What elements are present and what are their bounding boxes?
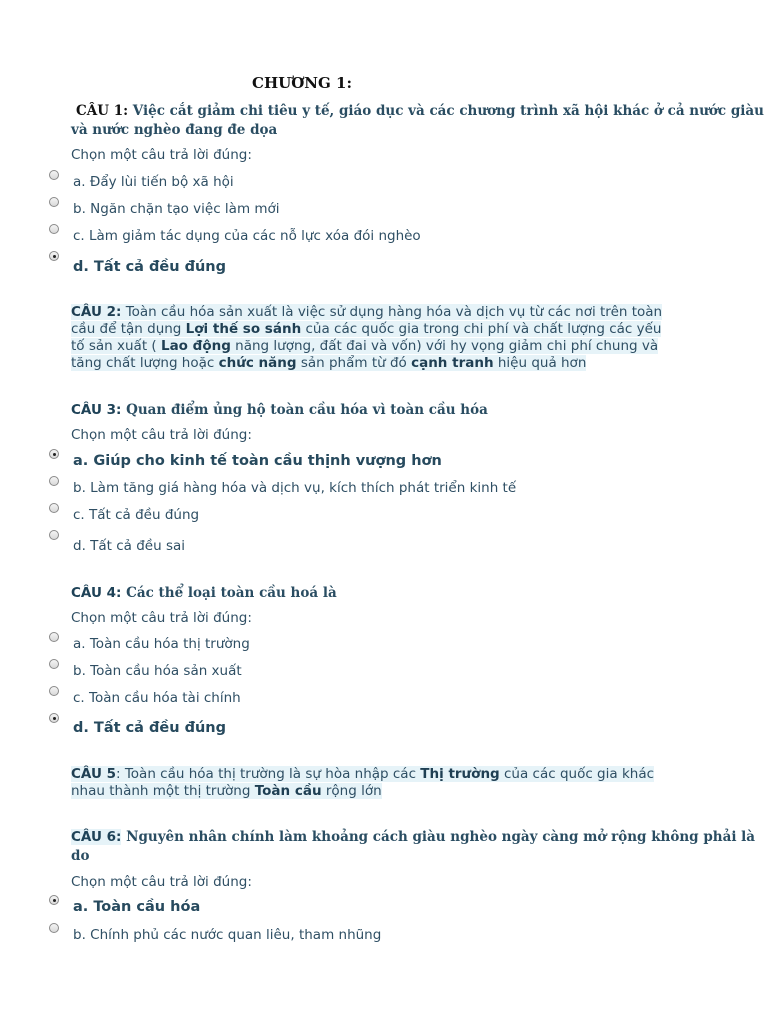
question-3-prompt: Chọn một câu trả lời đúng:	[71, 427, 252, 443]
q1-option-b: b. Ngăn chặn tạo việc làm mới	[73, 201, 280, 217]
q3-option-b: b. Làm tăng giá hàng hóa và dịch vụ, kích thích phát triển kinh tế	[73, 480, 517, 496]
q1-option-c-radio[interactable]	[49, 224, 59, 234]
answer-toan-cau: Toàn cầu	[254, 783, 322, 799]
q3-option-d: d. Tất cả đều sai	[73, 538, 186, 554]
q1-option-d: d. Tất cả đều đúng	[73, 259, 227, 275]
q6-option-b-radio[interactable]	[49, 923, 59, 933]
q1-option-c: c. Làm giảm tác dụng của các nỗ lực xóa đói nghèo	[73, 228, 421, 244]
chapter-title: CHƯƠNG 1:	[252, 74, 352, 92]
q4-option-a: a. Toàn cầu hóa thị trường	[73, 636, 250, 652]
question-2: CÂU 2: Toàn cầu hóa sản xuất là việc sử dụng hàng hóa và dịch vụ từ các nơi trên toàn cầu để tận dụng Lợi thế so sánh của các quốc gia trong chi phí và chất lượng các yếu tố sản xuất ( Lao động năng lượng, đất đai và vốn) với hy vọng giảm chi phí chung và tăng chất lượng hoặc chức năng sản phẩm từ đó cạnh tranh hiệu quả hơn	[71, 304, 663, 371]
question-3	[71, 401, 488, 420]
q6-option-b: b. Chính phủ các nước quan liêu, tham nhũng	[73, 927, 382, 943]
q4-option-b-radio[interactable]	[49, 659, 59, 669]
question-4-prompt: Chọn một câu trả lời đúng:	[71, 610, 252, 626]
q3-option-a: a. Giúp cho kinh tế toàn cầu thịnh vượng hơn	[73, 453, 442, 469]
question-2-label: CÂU 2:	[71, 304, 122, 320]
q4-option-d-radio[interactable]	[49, 713, 59, 723]
q4-option-b: b. Toàn cầu hóa sản xuất	[73, 663, 242, 679]
q1-option-d-radio[interactable]	[49, 251, 59, 261]
q4-option-a-radio[interactable]	[49, 632, 59, 642]
q3-option-c: c. Tất cả đều đúng	[73, 507, 200, 523]
question-6-text-cont: do	[71, 848, 90, 864]
question-6-text: Nguyên nhân chính làm khoảng cách giàu nghèo ngày càng mở rộng không phải là	[121, 829, 756, 845]
question-5: CÂU 5: Toàn cầu hóa thị trường là sự hòa nhập các Thị trường của các quốc gia khác nhau thành một thị trường Toàn cầu rộng lớn	[71, 766, 655, 799]
question-1-text: Việc cắt giảm chi tiêu y tế, giáo dục và các chương trình xã hội khác ở cả nước giàu	[132, 103, 764, 119]
question-1-prompt: Chọn một câu trả lời đúng:	[71, 147, 252, 163]
question-1-text-cont: và nước nghèo đang đe dọa	[71, 122, 278, 138]
q1-option-a-radio[interactable]	[49, 170, 59, 180]
q6-option-a-radio[interactable]	[49, 895, 59, 905]
q1-option-b-radio[interactable]	[49, 197, 59, 207]
answer-lao-dong: Lao động	[160, 338, 231, 354]
question-6-label: CÂU 6:	[71, 829, 122, 845]
question-6-prompt: Chọn một câu trả lời đúng:	[71, 874, 252, 890]
question-5-label: CÂU 5	[71, 766, 116, 782]
q4-option-c: c. Toàn cầu hóa tài chính	[73, 690, 241, 706]
q3-option-c-radio[interactable]	[49, 503, 59, 513]
q4-option-c-radio[interactable]	[49, 686, 59, 696]
q6-option-a: a. Toàn cầu hóa	[73, 899, 201, 915]
q1-option-a: a. Đẩy lùi tiến bộ xã hội	[73, 174, 234, 190]
q3-option-a-radio[interactable]	[49, 449, 59, 459]
question-1-label: CÂU 1	[76, 103, 124, 119]
answer-canh-tranh: cạnh tranh	[411, 355, 494, 371]
answer-loi-the-so-sanh: Lợi thế so sánh	[185, 321, 302, 337]
question-4	[71, 584, 337, 603]
question-6	[71, 828, 755, 847]
question-3-label: CÂU 3:	[71, 402, 122, 418]
answer-chuc-nang: chức năng	[218, 355, 297, 371]
question-4-label: CÂU 4:	[71, 585, 122, 601]
q4-option-d: d. Tất cả đều đúng	[73, 720, 227, 736]
question-3-text: Quan điểm ủng hộ toàn cầu hóa vì toàn cầu hóa	[121, 402, 488, 418]
question-4-text: Các thể loại toàn cầu hoá là	[121, 585, 337, 601]
q3-option-b-radio[interactable]	[49, 476, 59, 486]
question-1: CÂU 1: Việc cắt giảm chi tiêu y tế, giáo dục và các chương trình xã hội khác ở cả nước giàu	[76, 103, 764, 119]
q3-option-d-radio[interactable]	[49, 530, 59, 540]
answer-thi-truong: Thị trường	[420, 766, 500, 782]
